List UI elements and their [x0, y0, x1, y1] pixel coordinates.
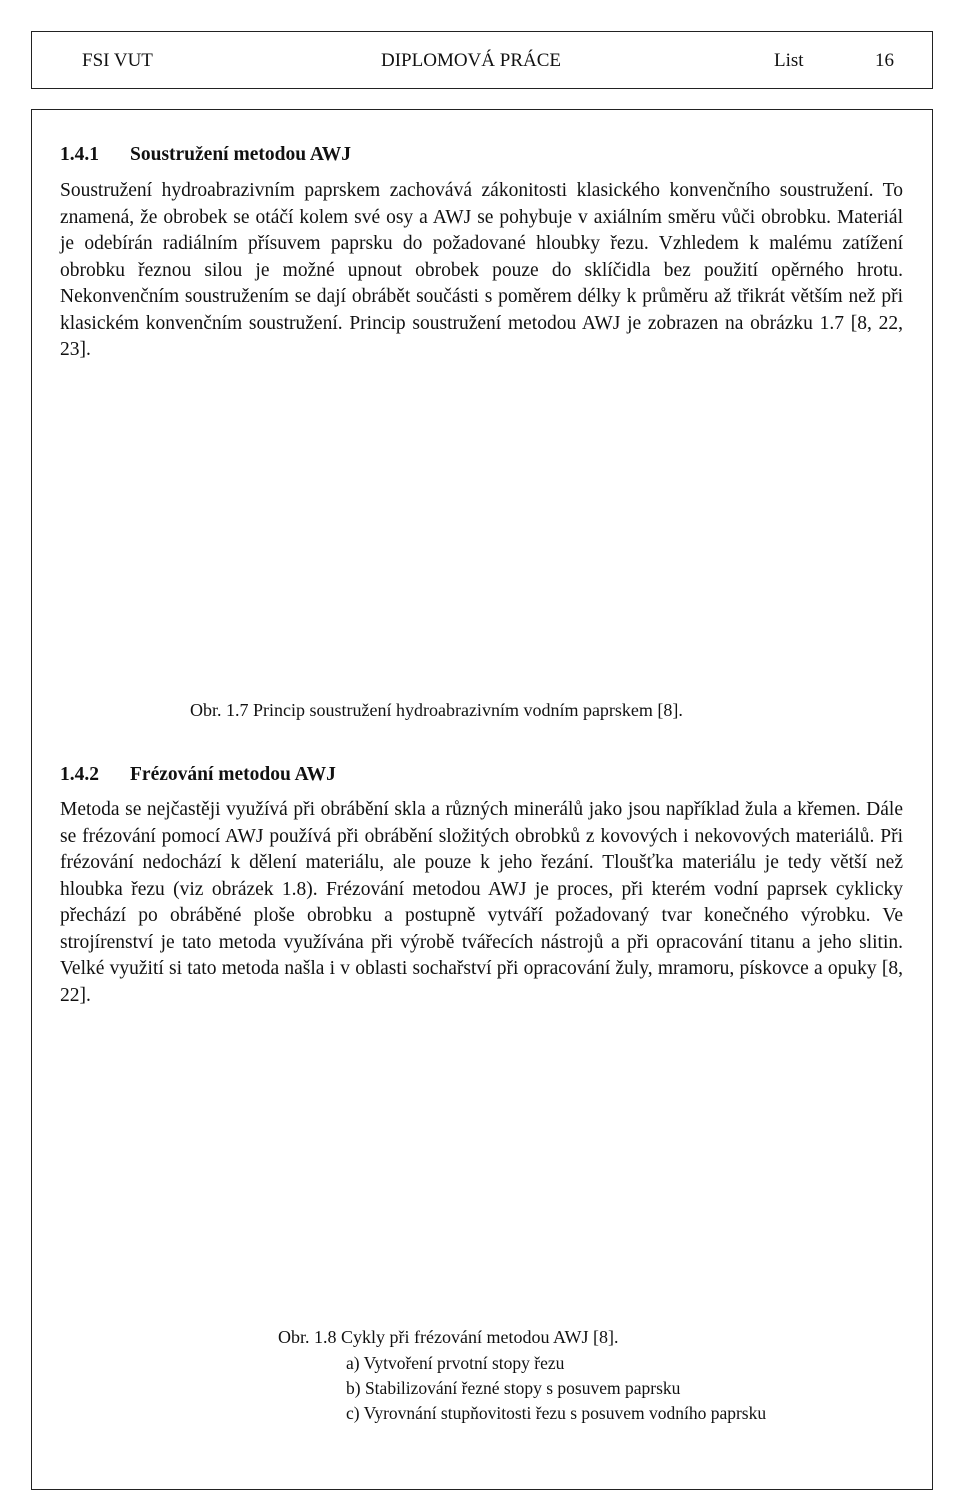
header-list-label: List — [774, 50, 804, 71]
figure-item-c: c) Vyrovnání stupňovitosti řezu s posuvem vodního paprsku — [346, 1403, 767, 1423]
paragraph-milling: Metoda se nejčastěji využívá při obrábění skla a různých minerálů jako jsou například žula a křemen. Dále se frézování pomocí AWJ používá při obrábění složitých obrobků z kovových i nekovových materiálů. Při frézování nedochází k dělení materiálu, ale pouze k jeho řezání. Tloušťka materiálu je tedy větší než hloubka řezu (viz obrázek 1.8). Frézování metodou AWJ je proces, při kterém vodní paprsek cyklicky přechází po obráběné ploše obrobku a postupně vytváří požadovaný tvar konečného výrobku. Ve strojírenství je tato metoda využívána při výrobě tvářecích nástrojů a při opracování titanu a jeho slitin. Velké využití si tato metoda našla i v oblasti sochařství při opracování žuly, mramoru, pískovce a opuky [8, 22]. — [60, 799, 903, 1006]
header-page-number: 16 — [875, 50, 894, 71]
header-institution: FSI VUT — [82, 50, 153, 71]
paragraph-turning: Soustružení hydroabrazivním paprskem zachovává zákonitosti klasického konvenčního soustružení. To znamená, že obrobek se otáčí kolem své osy a AWJ se pohybuje v axiálním směru vůči obrobku. Materiál je odebírán radiálním přísuvem paprsku do požadované hloubky řezu. Vzhledem k malému zatížení obrobku řeznou silou je možné upnout obrobek pouze do sklíčidla bez použití opěrného hrotu. Nekonvenčním soustružením se dají obrábět součásti s poměrem délky k průměru až třikrát větším než při klasickém konvenčním soustružení. Princip soustružení metodou AWJ je zobrazen na obrázku 1.7 [8, 22, 23]. — [60, 180, 903, 360]
page-header — [31, 31, 933, 89]
section-title: Soustružení metodou AWJ — [130, 144, 352, 165]
figure-item-b: b) Stabilizování řezné stopy s posuvem paprsku — [346, 1378, 681, 1398]
section-heading-milling — [60, 762, 336, 788]
header-document-type: DIPLOMOVÁ PRÁCE — [381, 50, 561, 71]
section-number: 1.4.2 — [60, 764, 99, 785]
section-title: Frézování metodou AWJ — [130, 764, 336, 785]
section-heading-turning — [60, 142, 351, 168]
figure-item-a: a) Vytvoření prvotní stopy řezu — [346, 1353, 565, 1373]
figure-turning-principle — [60, 400, 903, 690]
section-number: 1.4.1 — [60, 144, 99, 165]
figure-milling-cycles — [60, 1050, 903, 1320]
figure-caption-1-8: Obr. 1.8 Cykly při frézování metodou AWJ [8]. — [278, 1327, 619, 1347]
figure-caption-1-7: Obr. 1.7 Princip soustružení hydroabrazivním vodním paprskem [8]. — [190, 700, 683, 720]
